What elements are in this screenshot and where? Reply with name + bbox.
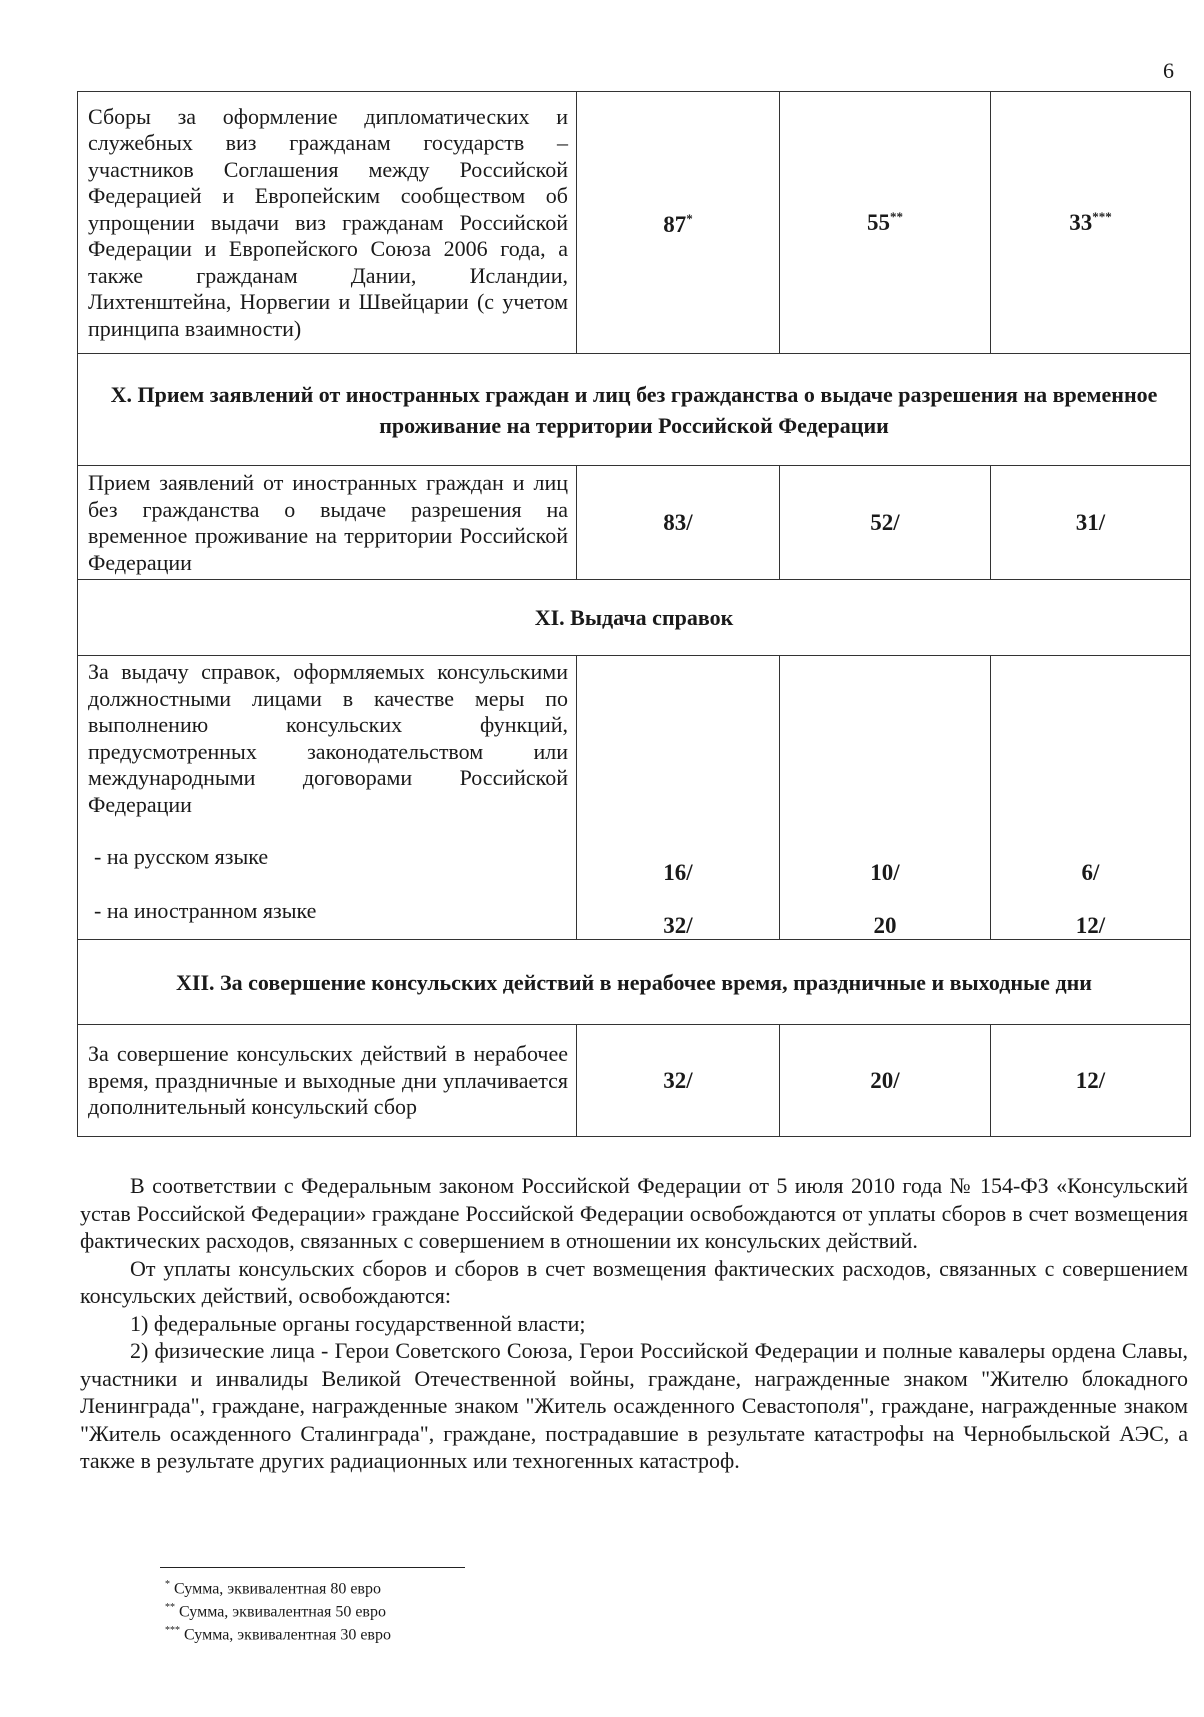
fee-value-column-1: 83/	[577, 466, 780, 580]
footnote	[165, 1576, 391, 1599]
fee-value-column-3	[991, 92, 1191, 354]
footnote-text: Сумма, эквивалентная 50 евро	[179, 1603, 386, 1621]
row-description: За совершение консульских действий в нерабочее время, праздничные и выходные дни уплачивается дополнительный консульский сбор	[78, 1025, 577, 1137]
fee-amount: 33	[1069, 210, 1093, 235]
section-header-row	[78, 580, 1191, 656]
footnote-divider	[160, 1567, 465, 1568]
table-row-visa-fees	[78, 92, 1191, 354]
section-header-row	[78, 940, 1191, 1025]
fee-value-column-3: 12/	[991, 1025, 1191, 1137]
row-description: За выдачу справок, оформляемых консульскими должностными лицами в качестве меры по выполнению консульских функций, предусмотренных законодательством или международными договорами Российской Федерации	[88, 659, 568, 817]
footnotes	[165, 1576, 391, 1644]
footnote-text: Сумма, эквивалентная 80 евро	[174, 1580, 381, 1598]
fee-value-russian: 10/	[870, 860, 900, 885]
fee-value-column-2: 52/	[780, 466, 991, 580]
fee-value-foreign: 32/	[663, 913, 693, 938]
fee-value-column-1	[577, 92, 780, 354]
footnote-mark: ***	[1092, 209, 1112, 224]
list-item-individuals: 2) физические лица - Герои Советского Союза, Герои Российской Федерации и полные кавалеры ордена Славы, участники и инвалиды Великой Отечественной войны, граждане, награжденные знаком "Жителю блокадного Ленинграда", граждане, награжденные знаком "Житель осажденного Севастополя", граждане, награжденные знаком "Житель осажденного Сталинграда", граждане, пострадавшие в результате катастрофы на Чернобыльской АЭС, а также в результате других радиационных или техногенных катастроф.	[80, 1338, 1188, 1473]
footnote-mark: ***	[165, 1624, 180, 1636]
row-description-cell	[78, 656, 577, 940]
section-title-xii: XII. За совершение консульских действий в нерабочее время, праздничные и выходные дни	[78, 940, 1191, 1025]
sub-item-label-russian: - на русском языке	[94, 844, 269, 869]
paragraph-consular-charter: В соответствии с Федеральным законом Российской Федерации от 5 июля 2010 года № 154-ФЗ «Консульский устав Российской Федерации» граждане Российской Федерации освобождаются от уплаты сборов в счет возмещения фактических расходов, связанных с совершением в отношении их консульских действий.	[80, 1173, 1188, 1253]
fee-value-foreign: 12/	[1075, 913, 1106, 938]
row-description: Прием заявлений от иностранных граждан и лиц без гражданства о выдаче разрешения на временное проживание на территории Российской Федерации	[78, 466, 577, 580]
fee-table	[77, 91, 1191, 1137]
footnote-mark: **	[890, 209, 903, 224]
fee-amount: 87	[663, 212, 687, 237]
fee-value-column-2: 20/	[780, 1025, 991, 1137]
fee-value-column-3: 31/	[991, 466, 1191, 580]
section-title-x: X. Прием заявлений от иностранных граждан и лиц без гражданства о выдаче разрешения на временное проживание на территории Российской Федерации	[78, 354, 1191, 466]
fee-value-russian: 16/	[663, 860, 693, 885]
fee-value-column-1: 32/	[577, 1025, 780, 1137]
sub-item-label-foreign: - на иностранном языке	[94, 897, 317, 923]
table-row-certificates	[78, 656, 1191, 940]
list-item-federal-bodies: 1) федеральные органы государственной власти;	[130, 1310, 586, 1336]
fee-value-column-2	[780, 656, 991, 940]
footnote-mark: *	[165, 1579, 170, 1590]
section-title-xi: XI. Выдача справок	[78, 580, 1191, 656]
footnote-mark: **	[165, 1601, 175, 1613]
footnote-mark: *	[686, 211, 693, 226]
paragraph-exemptions-intro: От уплаты консульских сборов и сборов в счет возмещения фактических расходов, связанных с совершением консульских действий, освобождаются:	[80, 1255, 1188, 1308]
fee-value-column-3	[991, 656, 1191, 940]
fee-value-foreign: 20	[873, 913, 897, 938]
fee-value-column-2	[780, 92, 991, 354]
fee-amount: 55	[867, 210, 890, 235]
section-header-row	[78, 354, 1191, 466]
footnote	[165, 1599, 391, 1622]
table-row-residence-permit	[78, 466, 1191, 580]
page-number: 6	[1163, 58, 1174, 83]
footnote	[165, 1622, 391, 1645]
footnote-text: Сумма, эквивалентная 30 евро	[184, 1625, 391, 1643]
fee-value-russian: 6/	[1081, 860, 1100, 885]
fee-value-column-1	[577, 656, 780, 940]
row-description: Сборы за оформление дипломатических и служебных виз гражданам государств – участников Соглашения между Российской Федерацией и Европейским сообществом об упрощении выдачи виз гражданам Российской Федерации и Европейского Союза 2006 года, а также гражданам Дании, Исландии, Лихтенштейна, Норвегии и Швейцарии (с учетом принципа взаимности)	[78, 92, 577, 354]
body-text	[80, 1172, 1188, 1475]
table-row-after-hours	[78, 1025, 1191, 1137]
